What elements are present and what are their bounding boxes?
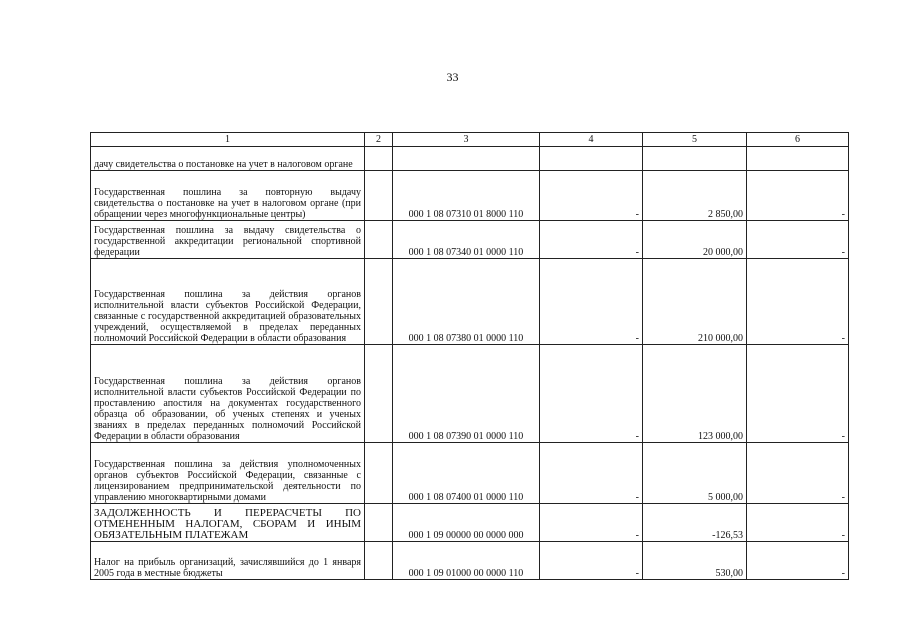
row-name: Государственная пошлина за выдачу свидетельства о государственной аккредитации региональной спортивной федерации xyxy=(91,221,365,259)
row-code: 000 1 08 07390 01 0000 110 xyxy=(393,345,540,443)
row-col4: - xyxy=(540,443,643,504)
header-col-1: 1 xyxy=(91,133,365,147)
row-name: ЗАДОЛЖЕННОСТЬ И ПЕРЕРАСЧЕТЫ ПО ОТМЕНЕННЫМ НАЛОГАМ, СБОРАМ И ИНЫМ ОБЯЗАТЕЛЬНЫМ ПЛАТЕЖАМ xyxy=(91,504,365,542)
header-col-4: 4 xyxy=(540,133,643,147)
table-row xyxy=(91,259,849,345)
table-row xyxy=(91,221,849,259)
budget-table xyxy=(90,132,849,580)
row-col5: -126,53 xyxy=(643,504,747,542)
row-col6: - xyxy=(747,504,849,542)
row-name: дачу свидетельства о постановке на учет в налоговом органе xyxy=(91,147,365,171)
header-col-5: 5 xyxy=(643,133,747,147)
header-col-3: 3 xyxy=(393,133,540,147)
table-row xyxy=(91,147,849,171)
table-row xyxy=(91,443,849,504)
row-col6: - xyxy=(747,221,849,259)
row-code: 000 1 09 01000 00 0000 110 xyxy=(393,542,540,580)
row-col6: - xyxy=(747,345,849,443)
row-col5: 123 000,00 xyxy=(643,345,747,443)
row-code: 000 1 09 00000 00 0000 000 xyxy=(393,504,540,542)
row-name: Государственная пошлина за повторную выдачу свидетельства о постановке на учет в налоговом органе (при обращении через многофункциональные центры) xyxy=(91,171,365,221)
header-col-6: 6 xyxy=(747,133,849,147)
row-col6: - xyxy=(747,443,849,504)
row-col6: - xyxy=(747,542,849,580)
page-number: 33 xyxy=(446,70,459,84)
row-col2 xyxy=(365,443,393,504)
row-col6 xyxy=(747,147,849,171)
row-col4: - xyxy=(540,345,643,443)
table-row-section xyxy=(91,504,849,542)
row-code: 000 1 08 07340 01 0000 110 xyxy=(393,221,540,259)
row-code: 000 1 08 07380 01 0000 110 xyxy=(393,259,540,345)
row-col6: - xyxy=(747,259,849,345)
row-col6: - xyxy=(747,171,849,221)
table-row xyxy=(91,345,849,443)
row-name: Государственная пошлина за действия уполномоченных органов субъектов Российской Федерации, связанные с лицензированием предпринимательской деятельности по управлению многоквартирными домами xyxy=(91,443,365,504)
row-code: 000 1 08 07400 01 0000 110 xyxy=(393,443,540,504)
header-col-2: 2 xyxy=(365,133,393,147)
row-code xyxy=(393,147,540,171)
row-name: Государственная пошлина за действия органов исполнительной власти субъектов Российской Федерации, связанные с государственной аккредитацией образовательных учреждений, осуществляемой в пределах переданных полномочий Российской Федерации в области образования xyxy=(91,259,365,345)
row-col4: - xyxy=(540,171,643,221)
header-row xyxy=(91,133,849,147)
row-col2 xyxy=(365,542,393,580)
row-col5: 210 000,00 xyxy=(643,259,747,345)
row-col2 xyxy=(365,221,393,259)
row-col5: 5 000,00 xyxy=(643,443,747,504)
table-row xyxy=(91,542,849,580)
row-name: Государственная пошлина за действия органов исполнительной власти субъектов Российской Федерации по проставлению апостиля на документах государственного образца об образовании, об ученых степенях и ученых званиях в пределах переданных полномочий Российской Федерации в области образования xyxy=(91,345,365,443)
row-col2 xyxy=(365,171,393,221)
row-name: Налог на прибыль организаций, зачислявшийся до 1 января 2005 года в местные бюджеты xyxy=(91,542,365,580)
row-col4: - xyxy=(540,259,643,345)
row-col5 xyxy=(643,147,747,171)
row-col2 xyxy=(365,345,393,443)
row-col2 xyxy=(365,504,393,542)
row-col5: 20 000,00 xyxy=(643,221,747,259)
row-col4: - xyxy=(540,221,643,259)
row-col5: 530,00 xyxy=(643,542,747,580)
row-col4: - xyxy=(540,504,643,542)
row-col4: - xyxy=(540,542,643,580)
row-col4 xyxy=(540,147,643,171)
row-col2 xyxy=(365,147,393,171)
row-col5: 2 850,00 xyxy=(643,171,747,221)
row-code: 000 1 08 07310 01 8000 110 xyxy=(393,171,540,221)
row-col2 xyxy=(365,259,393,345)
table-row xyxy=(91,171,849,221)
